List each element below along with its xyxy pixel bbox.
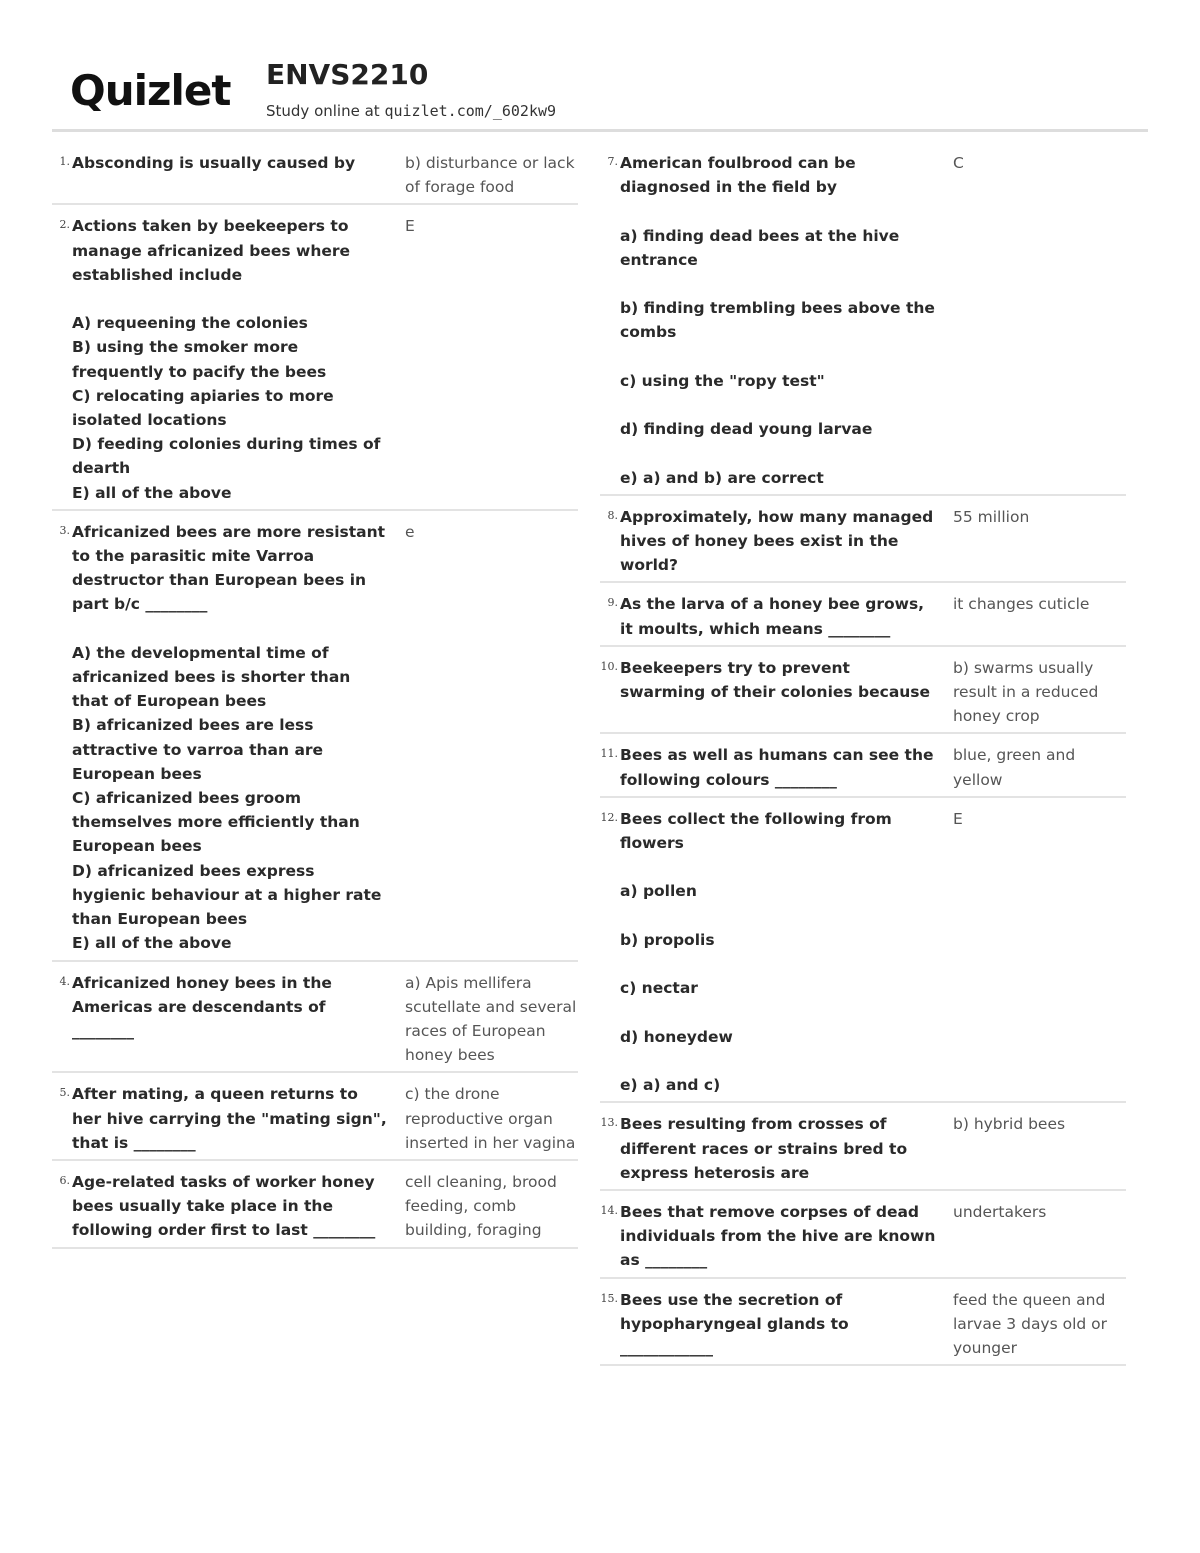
flashcard-row bbox=[52, 1079, 578, 1161]
card-definition: blue, green and yellow bbox=[953, 746, 1081, 789]
card-number: 10. bbox=[600, 659, 618, 673]
flashcard-row bbox=[600, 1197, 1126, 1279]
header-divider bbox=[52, 129, 1148, 132]
card-number: 1. bbox=[59, 155, 70, 168]
card-number: 5. bbox=[59, 1086, 70, 1100]
card-term: Absconding is usually caused by bbox=[72, 154, 356, 172]
card-term: Africanized honey bees in the Americas are descendants of ________ bbox=[72, 973, 338, 1040]
card-definition: b) hybrid bees bbox=[953, 1115, 1066, 1134]
card-number: 8. bbox=[607, 508, 618, 522]
flashcard-row bbox=[52, 517, 578, 962]
card-number: 6. bbox=[59, 1173, 70, 1187]
card-definition: E bbox=[953, 809, 963, 828]
card-term: Bees as well as humans can see the following colours ________ bbox=[620, 746, 939, 789]
card-term: American foulbrood can be diagnosed in the field by a) finding dead bees at the hive entrance b) finding trembling bees above the combs c) using the "ropy test" d) finding dead young larvae e) a) and b) are correct bbox=[620, 154, 935, 487]
card-definition: feed the queen and larvae 3 days old or younger bbox=[953, 1290, 1112, 1357]
card-number: 14. bbox=[600, 1203, 618, 1217]
card-term: Bees use the secretion of hypopharyngeal glands to ____________ bbox=[620, 1290, 855, 1357]
card-number: 11. bbox=[600, 747, 618, 761]
card-term: Bees resulting from crosses of different races or strains bred to express heterosis are bbox=[620, 1115, 913, 1182]
card-number: 7. bbox=[607, 155, 618, 168]
card-definition: undertakers bbox=[953, 1202, 1047, 1221]
card-definition: e bbox=[405, 522, 415, 541]
card-number: 15. bbox=[600, 1291, 618, 1305]
study-prefix: Study online at bbox=[266, 102, 380, 120]
card-term: Beekeepers try to prevent swarming of their colonies because bbox=[620, 658, 931, 702]
card-number: 2. bbox=[59, 218, 70, 232]
flashcard-row bbox=[52, 1167, 578, 1249]
card-number: 12. bbox=[600, 810, 618, 824]
study-online-line bbox=[266, 102, 556, 120]
card-definition: C bbox=[953, 154, 964, 172]
flashcard-row bbox=[52, 148, 578, 205]
card-term: Africanized bees are more resistant to the parasitic mite Varroa destructor than European bees in part b/c ________ A) the developmental time of africanized bees is shorter than that of European bees B) africanized bees are less attractive to varroa than are European bees C) africanized bees groom themselves more efficiently than European bees D) africanized bees express hygienic behaviour at a higher rate than European bees E) all of the above bbox=[72, 522, 386, 953]
card-definition: a) Apis mellifera scutellate and several races of European honey bees bbox=[405, 973, 582, 1065]
card-number: 3. bbox=[59, 523, 70, 537]
card-term: Bees collect the following from flowers a) pollen b) propolis c) nectar d) honeydew e) a) and c) bbox=[620, 809, 892, 1095]
flashcard-row bbox=[52, 968, 582, 1074]
set-title: ENVS2210 bbox=[266, 58, 429, 91]
flashcard-row bbox=[600, 502, 1126, 584]
card-definition: 55 million bbox=[953, 507, 1030, 526]
card-term: After mating, a queen returns to her hive carrying the "mating sign", that is ________ bbox=[72, 1085, 393, 1152]
flashcard-row bbox=[600, 148, 1126, 496]
card-definition: c) the drone reproductive organ inserted in her vagina bbox=[405, 1085, 576, 1152]
flashcard-row bbox=[600, 804, 1126, 1103]
card-term: Bees that remove corpses of dead individuals from the hive are known as ________ bbox=[620, 1202, 941, 1270]
card-term: Approximately, how many managed hives of honey bees exist in the world? bbox=[620, 507, 939, 575]
card-definition: it changes cuticle bbox=[953, 595, 1090, 614]
card-term: Age-related tasks of worker honey bees usually take place in the following order first to last ________ bbox=[72, 1172, 380, 1240]
card-term: As the larva of a honey bee grows, it moults, which means ________ bbox=[620, 595, 930, 638]
flashcard-row bbox=[600, 740, 1126, 797]
page-header bbox=[70, 58, 1150, 128]
card-definition: cell cleaning, brood feeding, comb building, foraging bbox=[405, 1172, 562, 1240]
flashcard-row bbox=[600, 589, 1126, 646]
right-column bbox=[600, 148, 1126, 1372]
flashcard-row bbox=[600, 1285, 1126, 1367]
card-number: 4. bbox=[59, 974, 70, 988]
flashcard-row bbox=[600, 1109, 1126, 1191]
card-number: 9. bbox=[607, 596, 618, 610]
quizlet-logo: Quizlet bbox=[70, 66, 231, 115]
card-definition: E bbox=[405, 217, 415, 236]
card-definition: b) disturbance or lack of forage food bbox=[405, 154, 580, 197]
left-column bbox=[52, 148, 582, 1255]
flashcard-row bbox=[600, 653, 1126, 735]
study-url-link[interactable]: quizlet.com/_602kw9 bbox=[384, 102, 557, 120]
card-number: 13. bbox=[600, 1116, 618, 1130]
card-definition: b) swarms usually result in a reduced honey crop bbox=[953, 658, 1104, 726]
card-term: Actions taken by beekeepers to manage africanized bees where established include A) requeening the colonies B) using the smoker more frequently to pacify the bees C) relocating apiaries to more isolated locations D) feeding colonies during times of dearth E) all of the above bbox=[72, 217, 381, 502]
flashcard-row bbox=[52, 211, 578, 510]
